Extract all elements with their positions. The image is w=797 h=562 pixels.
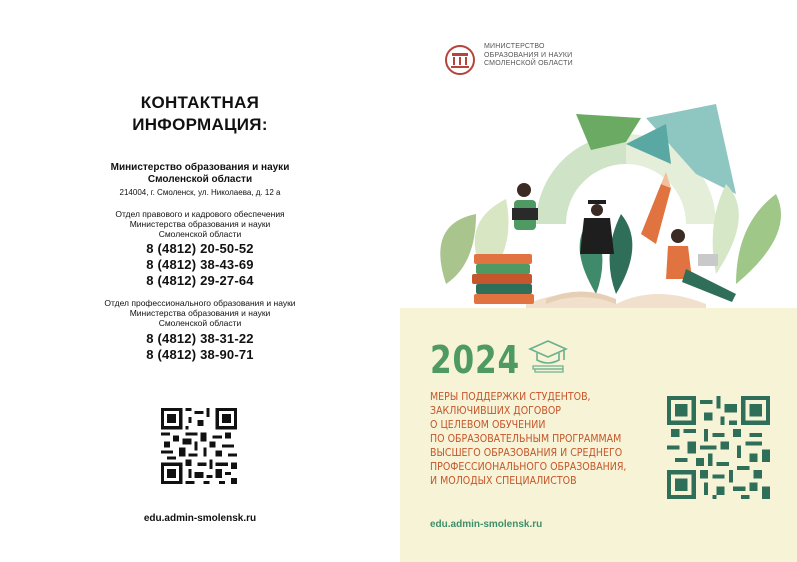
logo-line-2: ОБРАЗОВАНИЯ И НАУКИ (484, 51, 573, 59)
org-line-1: Министерство образования и науки (110, 162, 290, 173)
desc-line: И МОЛОДЫХ СПЕЦИАЛИСТОВ (430, 474, 577, 487)
year-title: 2024 (430, 338, 521, 382)
dept2-line-2: Министерства образования и науки (129, 308, 271, 318)
logo-line-3: СМОЛЕНСКОЙ ОБЛАСТИ (484, 60, 573, 67)
education-illustration (416, 104, 797, 312)
dept1-line-1: Отдел правового и кадрового обеспечения (115, 209, 285, 219)
heading-line-1: КОНТАКТНАЯ (140, 93, 260, 112)
phone-number[interactable]: 8 (4812) 29-27-64 (146, 273, 254, 288)
desc-line: О ЦЕЛЕВОМ ОБУЧЕНИИ (430, 418, 546, 431)
desc-line: ПРОФЕССИОНАЛЬНОГО ОБРАЗОВАНИЯ, (430, 460, 627, 473)
desc-line: ЗАКЛЮЧИВШИХ ДОГОВОР (430, 404, 562, 417)
ministry-logo (440, 44, 480, 76)
phones-legal (0, 241, 400, 289)
graduation-cap-icon (528, 338, 568, 374)
organization-name (0, 162, 400, 186)
dept1-line-2: Министерства образования и науки (129, 219, 271, 229)
phone-number[interactable]: 8 (4812) 38-43-69 (146, 257, 254, 272)
desc-line: ВЫСШЕГО ОБРАЗОВАНИЯ И СРЕДНЕГО (430, 446, 623, 459)
address: 214004, г. Смоленск, ул. Николаева, д. 12 а (119, 188, 281, 197)
dept2-line-1: Отдел профессионального образования и науки (104, 298, 296, 308)
dept2-line-3: Смоленской области (158, 318, 242, 328)
heading-line-2: ИНФОРМАЦИЯ: (132, 115, 268, 134)
desc-line: ПО ОБРАЗОВАТЕЛЬНЫМ ПРОГРАММАМ (430, 432, 622, 445)
qr-code[interactable] (161, 408, 237, 484)
website-link[interactable]: edu.admin-smolensk.ru (430, 519, 543, 530)
department-professional (0, 298, 400, 328)
phone-number[interactable]: 8 (4812) 38-90-71 (146, 347, 254, 362)
department-legal (0, 209, 400, 239)
logo-line-1: МИНИСТЕРСТВО (484, 43, 545, 50)
phone-number[interactable]: 8 (4812) 20-50-52 (146, 241, 254, 256)
website-link[interactable]: edu.admin-smolensk.ru (143, 513, 257, 524)
qr-code[interactable] (667, 396, 770, 499)
phones-professional (0, 331, 400, 363)
desc-line: МЕРЫ ПОДДЕРЖКИ СТУДЕНТОВ, (430, 390, 591, 403)
dept1-line-3: Смоленской области (158, 229, 242, 239)
book-stack (472, 254, 534, 304)
org-line-2: Смоленской области (147, 174, 253, 185)
program-description (430, 390, 627, 488)
contact-heading (0, 92, 400, 136)
phone-number[interactable]: 8 (4812) 38-31-22 (146, 331, 254, 346)
ministry-logo-text (484, 43, 573, 69)
